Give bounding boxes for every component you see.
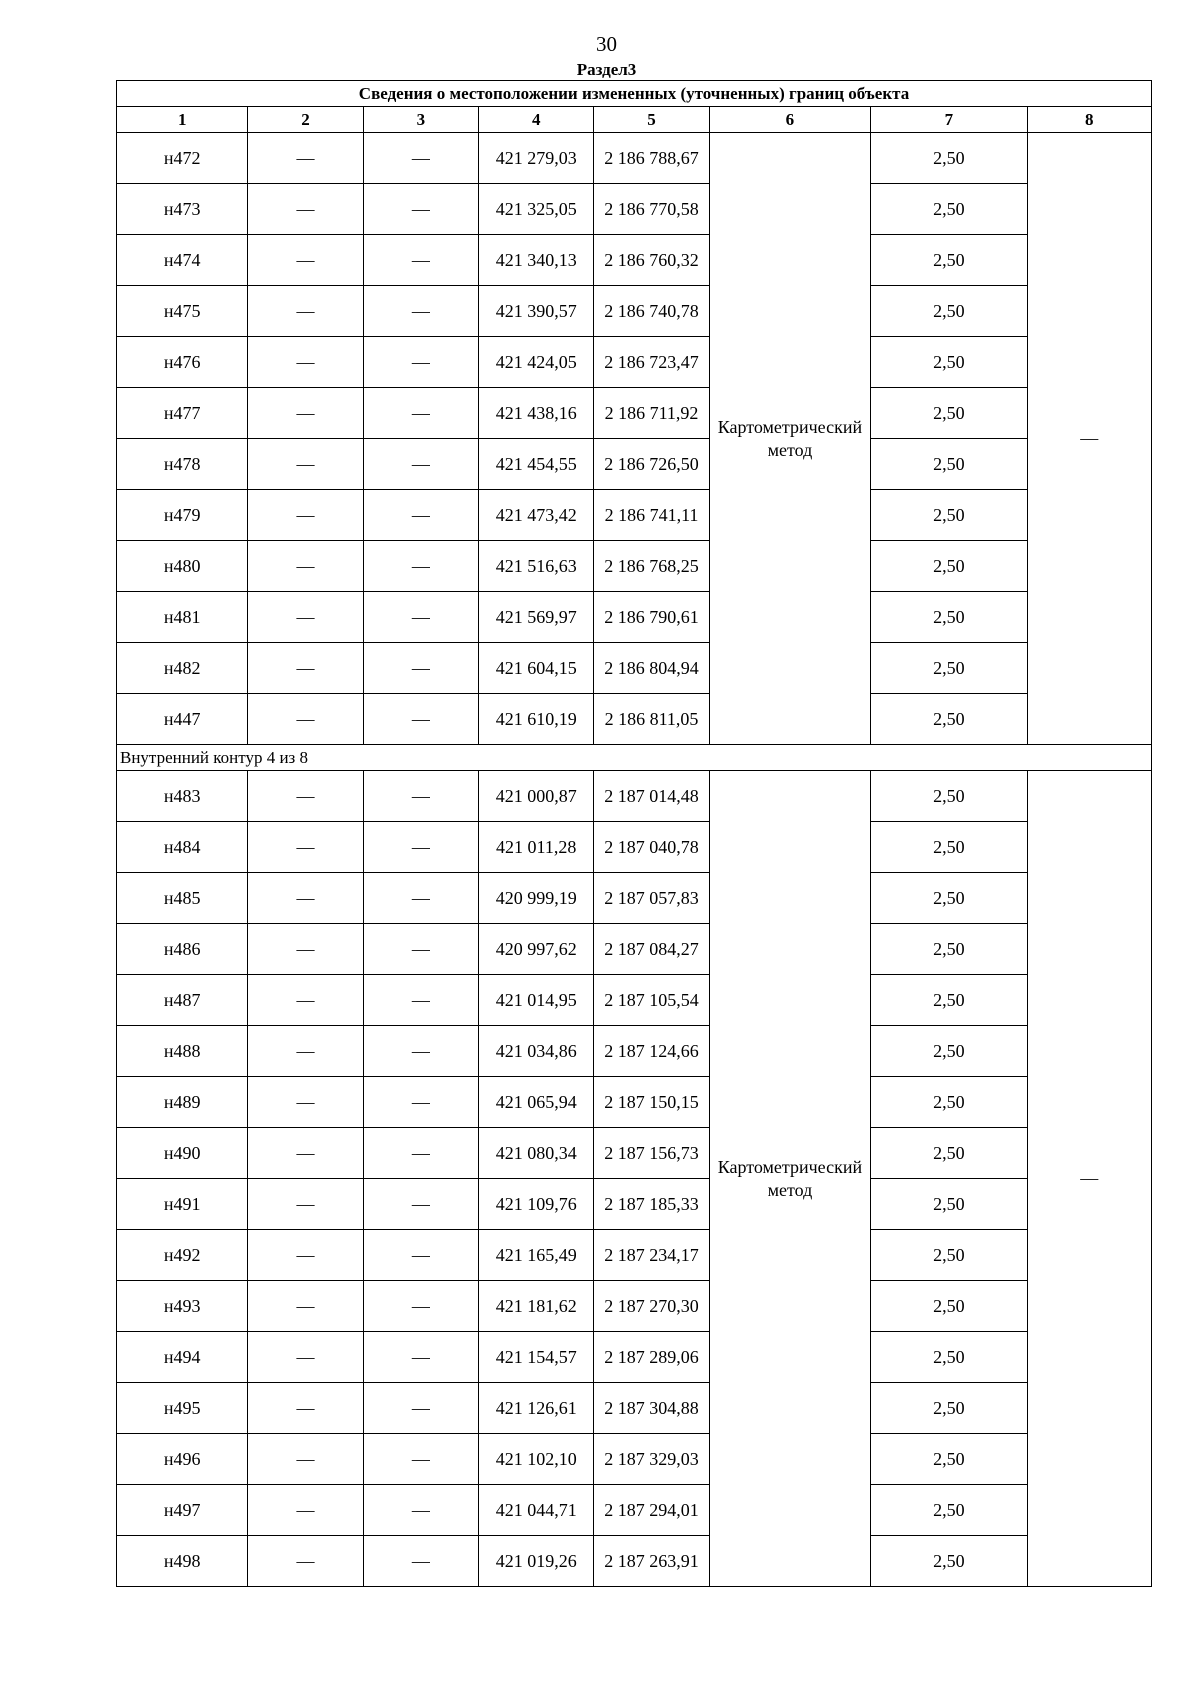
column-header: 8 [1027, 107, 1151, 133]
table-row [117, 235, 1152, 286]
table-row [117, 1434, 1152, 1485]
column-2-cell: — [248, 822, 363, 873]
accuracy-cell: 2,50 [871, 1485, 1027, 1536]
column-2-cell: — [248, 1383, 363, 1434]
y-coordinate-cell: 2 187 294,01 [594, 1485, 709, 1536]
table-row [117, 1485, 1152, 1536]
table-row [117, 771, 1152, 822]
column-3-cell: — [363, 1434, 478, 1485]
accuracy-cell: 2,50 [871, 694, 1027, 745]
column-3-cell: — [363, 1536, 478, 1587]
column-3-cell: — [363, 1383, 478, 1434]
point-name-cell: н481 [117, 592, 248, 643]
column-3-cell: — [363, 592, 478, 643]
table-row [117, 1179, 1152, 1230]
column-3-cell: — [363, 924, 478, 975]
x-coordinate-cell: 421 000,87 [479, 771, 594, 822]
y-coordinate-cell: 2 187 270,30 [594, 1281, 709, 1332]
accuracy-cell: 2,50 [871, 388, 1027, 439]
y-coordinate-cell: 2 187 057,83 [594, 873, 709, 924]
y-coordinate-cell: 2 187 329,03 [594, 1434, 709, 1485]
y-coordinate-cell: 2 187 234,17 [594, 1230, 709, 1281]
column-2-cell: — [248, 1128, 363, 1179]
column-2-cell: — [248, 439, 363, 490]
column-header: 2 [248, 107, 363, 133]
point-name-cell: н483 [117, 771, 248, 822]
point-name-cell: н487 [117, 975, 248, 1026]
x-coordinate-cell: 421 604,15 [479, 643, 594, 694]
column-3-cell: — [363, 771, 478, 822]
column-2-cell: — [248, 133, 363, 184]
column-3-cell: — [363, 439, 478, 490]
x-coordinate-cell: 421 569,97 [479, 592, 594, 643]
column-2-cell: — [248, 924, 363, 975]
point-name-cell: н488 [117, 1026, 248, 1077]
column-3-cell: — [363, 1077, 478, 1128]
column-2-cell: — [248, 184, 363, 235]
column-2-cell: — [248, 873, 363, 924]
column-8-cell: — [1027, 771, 1151, 1587]
table-row [117, 490, 1152, 541]
accuracy-cell: 2,50 [871, 643, 1027, 694]
column-header: 4 [479, 107, 594, 133]
table-row [117, 694, 1152, 745]
x-coordinate-cell: 420 999,19 [479, 873, 594, 924]
y-coordinate-cell: 2 186 768,25 [594, 541, 709, 592]
y-coordinate-cell: 2 187 289,06 [594, 1332, 709, 1383]
column-3-cell: — [363, 822, 478, 873]
column-2-cell: — [248, 1077, 363, 1128]
page-number: 30 [596, 32, 617, 56]
table-row [117, 184, 1152, 235]
contour-label: Внутренний контур 4 из 8 [117, 745, 1152, 771]
column-2-cell: — [248, 388, 363, 439]
point-name-cell: н478 [117, 439, 248, 490]
column-3-cell: — [363, 1026, 478, 1077]
accuracy-cell: 2,50 [871, 771, 1027, 822]
column-header: 7 [871, 107, 1027, 133]
accuracy-cell: 2,50 [871, 439, 1027, 490]
y-coordinate-cell: 2 187 185,33 [594, 1179, 709, 1230]
column-3-cell: — [363, 1332, 478, 1383]
table-body [117, 133, 1152, 1587]
table-row [117, 541, 1152, 592]
column-2-cell: — [248, 286, 363, 337]
column-3-cell: — [363, 1485, 478, 1536]
table-title: Сведения о местоположении измененных (уточненных) границ объекта [117, 81, 1152, 107]
accuracy-cell: 2,50 [871, 1281, 1027, 1332]
point-name-cell: н472 [117, 133, 248, 184]
column-2-cell: — [248, 490, 363, 541]
column-2-cell: — [248, 1179, 363, 1230]
point-name-cell: н479 [117, 490, 248, 541]
x-coordinate-cell: 421 473,42 [479, 490, 594, 541]
accuracy-cell: 2,50 [871, 337, 1027, 388]
accuracy-cell: 2,50 [871, 1077, 1027, 1128]
point-name-cell: н447 [117, 694, 248, 745]
section-title: Раздел3 [576, 60, 637, 79]
x-coordinate-cell: 421 279,03 [479, 133, 594, 184]
x-coordinate-cell: 421 019,26 [479, 1536, 594, 1587]
column-2-cell: — [248, 541, 363, 592]
accuracy-cell: 2,50 [871, 1383, 1027, 1434]
table-row [117, 337, 1152, 388]
column-3-cell: — [363, 286, 478, 337]
accuracy-cell: 2,50 [871, 1230, 1027, 1281]
y-coordinate-cell: 2 186 770,58 [594, 184, 709, 235]
boundary-coordinates-table [116, 80, 1152, 1587]
x-coordinate-cell: 421 610,19 [479, 694, 594, 745]
y-coordinate-cell: 2 187 124,66 [594, 1026, 709, 1077]
y-coordinate-cell: 2 187 014,48 [594, 771, 709, 822]
point-name-cell: н495 [117, 1383, 248, 1434]
column-8-cell: — [1027, 133, 1151, 745]
y-coordinate-cell: 2 187 150,15 [594, 1077, 709, 1128]
column-3-cell: — [363, 133, 478, 184]
table-row [117, 1077, 1152, 1128]
point-name-cell: н498 [117, 1536, 248, 1587]
table-row [117, 1230, 1152, 1281]
point-name-cell: н477 [117, 388, 248, 439]
accuracy-cell: 2,50 [871, 924, 1027, 975]
table-row [117, 643, 1152, 694]
y-coordinate-cell: 2 186 790,61 [594, 592, 709, 643]
table-row [117, 924, 1152, 975]
column-3-cell: — [363, 184, 478, 235]
accuracy-cell: 2,50 [871, 1026, 1027, 1077]
point-name-cell: н493 [117, 1281, 248, 1332]
x-coordinate-cell: 421 516,63 [479, 541, 594, 592]
x-coordinate-cell: 421 080,34 [479, 1128, 594, 1179]
table-row [117, 286, 1152, 337]
accuracy-cell: 2,50 [871, 1434, 1027, 1485]
column-3-cell: — [363, 1179, 478, 1230]
method-cell: Картометрический метод [709, 771, 870, 1587]
column-3-cell: — [363, 643, 478, 694]
column-3-cell: — [363, 337, 478, 388]
x-coordinate-cell: 421 044,71 [479, 1485, 594, 1536]
table-row [117, 133, 1152, 184]
y-coordinate-cell: 2 186 711,92 [594, 388, 709, 439]
x-coordinate-cell: 421 181,62 [479, 1281, 594, 1332]
y-coordinate-cell: 2 187 040,78 [594, 822, 709, 873]
column-3-cell: — [363, 1128, 478, 1179]
accuracy-cell: 2,50 [871, 1332, 1027, 1383]
x-coordinate-cell: 421 390,57 [479, 286, 594, 337]
column-3-cell: — [363, 873, 478, 924]
accuracy-cell: 2,50 [871, 1128, 1027, 1179]
column-2-cell: — [248, 1485, 363, 1536]
column-header: 5 [594, 107, 709, 133]
y-coordinate-cell: 2 186 804,94 [594, 643, 709, 694]
table-row [117, 1536, 1152, 1587]
x-coordinate-cell: 421 126,61 [479, 1383, 594, 1434]
x-coordinate-cell: 421 034,86 [479, 1026, 594, 1077]
y-coordinate-cell: 2 186 726,50 [594, 439, 709, 490]
accuracy-cell: 2,50 [871, 873, 1027, 924]
y-coordinate-cell: 2 187 263,91 [594, 1536, 709, 1587]
column-header-row [117, 107, 1152, 133]
x-coordinate-cell: 421 154,57 [479, 1332, 594, 1383]
point-name-cell: н484 [117, 822, 248, 873]
x-coordinate-cell: 421 438,16 [479, 388, 594, 439]
column-3-cell: — [363, 1281, 478, 1332]
point-name-cell: н490 [117, 1128, 248, 1179]
x-coordinate-cell: 421 325,05 [479, 184, 594, 235]
point-name-cell: н496 [117, 1434, 248, 1485]
column-2-cell: — [248, 337, 363, 388]
column-3-cell: — [363, 388, 478, 439]
column-3-cell: — [363, 694, 478, 745]
x-coordinate-cell: 421 011,28 [479, 822, 594, 873]
accuracy-cell: 2,50 [871, 490, 1027, 541]
point-name-cell: н473 [117, 184, 248, 235]
x-coordinate-cell: 421 424,05 [479, 337, 594, 388]
point-name-cell: н494 [117, 1332, 248, 1383]
column-2-cell: — [248, 694, 363, 745]
column-2-cell: — [248, 1281, 363, 1332]
table-row [117, 388, 1152, 439]
point-name-cell: н486 [117, 924, 248, 975]
y-coordinate-cell: 2 187 084,27 [594, 924, 709, 975]
accuracy-cell: 2,50 [871, 184, 1027, 235]
x-coordinate-cell: 421 454,55 [479, 439, 594, 490]
column-2-cell: — [248, 975, 363, 1026]
table-row [117, 439, 1152, 490]
column-2-cell: — [248, 1536, 363, 1587]
column-3-cell: — [363, 541, 478, 592]
point-name-cell: н474 [117, 235, 248, 286]
y-coordinate-cell: 2 186 760,32 [594, 235, 709, 286]
column-header: 1 [117, 107, 248, 133]
point-name-cell: н491 [117, 1179, 248, 1230]
y-coordinate-cell: 2 187 156,73 [594, 1128, 709, 1179]
point-name-cell: н497 [117, 1485, 248, 1536]
accuracy-cell: 2,50 [871, 822, 1027, 873]
column-3-cell: — [363, 975, 478, 1026]
x-coordinate-cell: 421 014,95 [479, 975, 594, 1026]
column-2-cell: — [248, 1026, 363, 1077]
x-coordinate-cell: 420 997,62 [479, 924, 594, 975]
method-cell: Картометрический метод [709, 133, 870, 745]
column-2-cell: — [248, 592, 363, 643]
point-name-cell: н480 [117, 541, 248, 592]
column-2-cell: — [248, 235, 363, 286]
y-coordinate-cell: 2 186 811,05 [594, 694, 709, 745]
table-row [117, 1281, 1152, 1332]
table-row [117, 873, 1152, 924]
column-header: 6 [709, 107, 870, 133]
y-coordinate-cell: 2 187 105,54 [594, 975, 709, 1026]
x-coordinate-cell: 421 340,13 [479, 235, 594, 286]
y-coordinate-cell: 2 186 723,47 [594, 337, 709, 388]
table-row [117, 592, 1152, 643]
y-coordinate-cell: 2 186 741,11 [594, 490, 709, 541]
point-name-cell: н476 [117, 337, 248, 388]
point-name-cell: н475 [117, 286, 248, 337]
x-coordinate-cell: 421 065,94 [479, 1077, 594, 1128]
column-2-cell: — [248, 1434, 363, 1485]
y-coordinate-cell: 2 187 304,88 [594, 1383, 709, 1434]
column-2-cell: — [248, 771, 363, 822]
accuracy-cell: 2,50 [871, 975, 1027, 1026]
table-row [117, 822, 1152, 873]
x-coordinate-cell: 421 102,10 [479, 1434, 594, 1485]
point-name-cell: н485 [117, 873, 248, 924]
table-row [117, 975, 1152, 1026]
column-3-cell: — [363, 1230, 478, 1281]
column-2-cell: — [248, 643, 363, 694]
accuracy-cell: 2,50 [871, 1536, 1027, 1587]
y-coordinate-cell: 2 186 740,78 [594, 286, 709, 337]
accuracy-cell: 2,50 [871, 1179, 1027, 1230]
table-row [117, 1026, 1152, 1077]
column-3-cell: — [363, 235, 478, 286]
point-name-cell: н482 [117, 643, 248, 694]
x-coordinate-cell: 421 109,76 [479, 1179, 594, 1230]
accuracy-cell: 2,50 [871, 286, 1027, 337]
x-coordinate-cell: 421 165,49 [479, 1230, 594, 1281]
table-row [117, 1332, 1152, 1383]
accuracy-cell: 2,50 [871, 133, 1027, 184]
table-row [117, 1128, 1152, 1179]
point-name-cell: н489 [117, 1077, 248, 1128]
column-2-cell: — [248, 1332, 363, 1383]
column-2-cell: — [248, 1230, 363, 1281]
column-header: 3 [363, 107, 478, 133]
accuracy-cell: 2,50 [871, 592, 1027, 643]
accuracy-cell: 2,50 [871, 235, 1027, 286]
column-3-cell: — [363, 490, 478, 541]
accuracy-cell: 2,50 [871, 541, 1027, 592]
table-row [117, 1383, 1152, 1434]
point-name-cell: н492 [117, 1230, 248, 1281]
contour-row [117, 745, 1152, 771]
y-coordinate-cell: 2 186 788,67 [594, 133, 709, 184]
